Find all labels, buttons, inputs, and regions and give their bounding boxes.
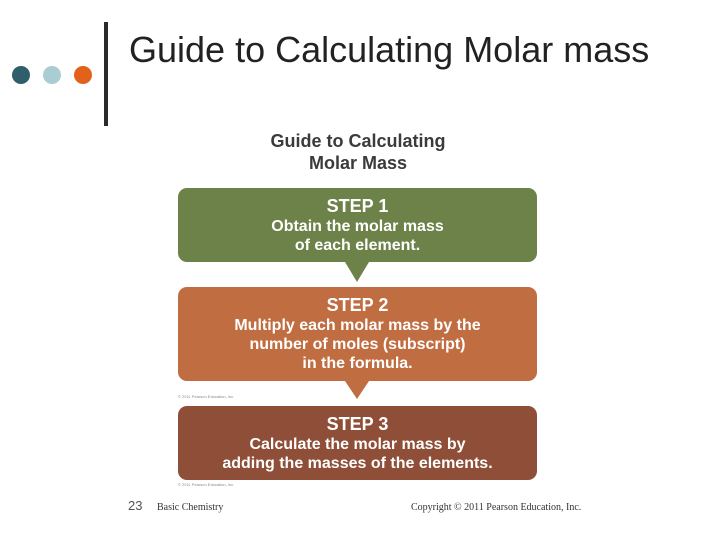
step-heading: STEP 1 <box>326 195 389 216</box>
course-name: Basic Chemistry <box>157 502 224 513</box>
copyright-notice: Copyright © 2011 Pearson Education, Inc. <box>411 502 582 513</box>
step-3-box <box>178 406 537 480</box>
dot-icon <box>43 66 61 84</box>
step-heading: STEP 2 <box>326 295 389 315</box>
step-text-line: Multiply each molar mass by the <box>234 317 481 334</box>
down-arrow-icon <box>345 381 369 399</box>
dot-icon <box>12 66 30 84</box>
figure-credit: © 2011 Pearson Education, Inc. <box>178 394 235 399</box>
step-1-box <box>178 188 537 262</box>
slide-title: Guide to Calculating Molar mass <box>129 29 650 70</box>
down-arrow-icon <box>345 262 369 282</box>
figure-title <box>176 130 540 174</box>
step-2-box <box>178 287 537 381</box>
figure-credit: © 2011 Pearson Education, Inc. <box>178 482 235 487</box>
dot-icon <box>74 66 92 84</box>
step-text-line: in the formula. <box>302 355 413 372</box>
step-heading: STEP 3 <box>326 413 389 434</box>
step-text-line: of each element. <box>294 236 421 254</box>
step-text-line: number of moles (subscript) <box>249 336 466 353</box>
decorative-dots <box>12 66 94 84</box>
step-text-line: adding the masses of the elements. <box>222 454 493 472</box>
molar-mass-guide-figure <box>176 128 540 490</box>
title-divider <box>104 22 108 126</box>
step-text-line: Calculate the molar mass by <box>249 435 466 453</box>
page-number: 23 <box>128 498 143 513</box>
figure-title-line: Molar Mass <box>308 153 408 173</box>
step-text-line: Obtain the molar mass <box>271 217 444 235</box>
figure-title-line: Guide to Calculating <box>270 131 446 151</box>
